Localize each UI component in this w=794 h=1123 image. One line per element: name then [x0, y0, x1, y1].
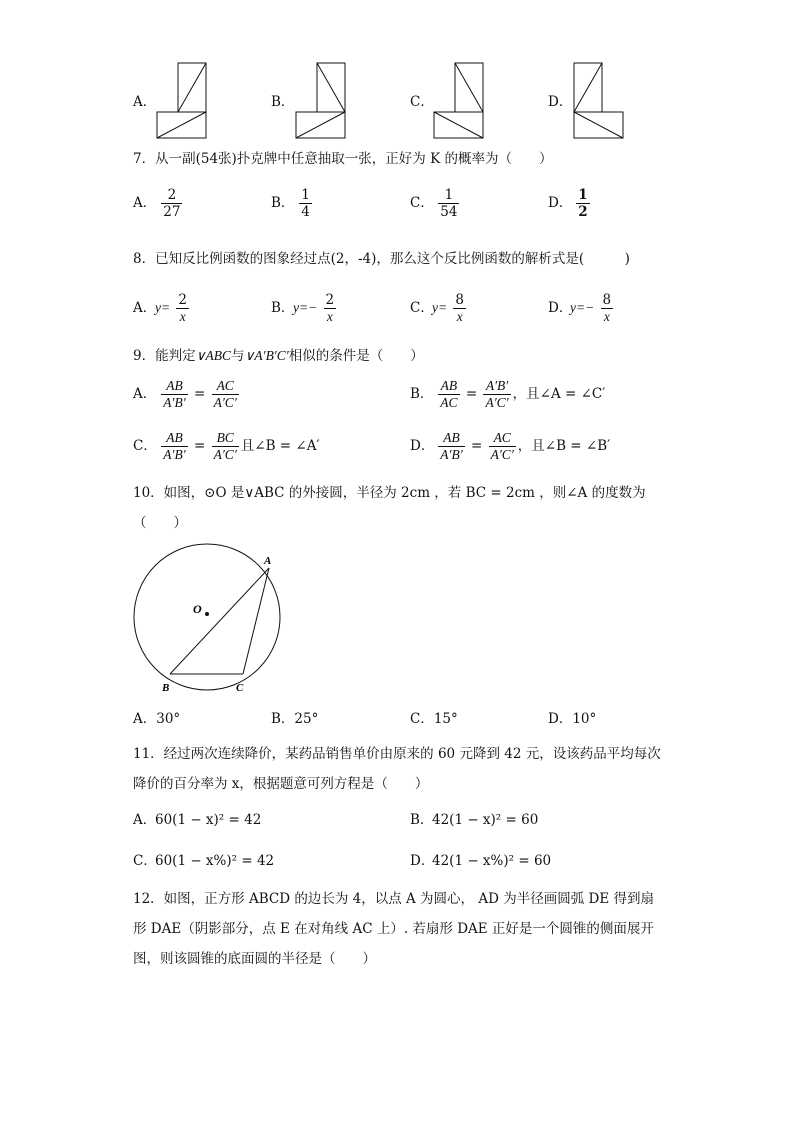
fraction: $\frac{1}{2}$ — [578, 187, 588, 220]
segment-ac — [243, 568, 269, 674]
fraction: $\frac{2}{x}$ — [178, 292, 187, 324]
fraction: $\frac{AC}{A'C'}$ — [213, 378, 237, 410]
q7-option-b[interactable] — [271, 187, 314, 220]
option-label: D． — [548, 711, 573, 727]
fraction: $\frac{2}{27}$ — [163, 187, 181, 220]
fraction: $\frac{2}{x}$ — [325, 292, 335, 324]
q11-option-d[interactable]: D．42(1 − x%)² = 60 — [410, 853, 552, 869]
segment-ab — [170, 568, 269, 674]
fraction: $\frac{AB}{A'B'}$ — [163, 430, 186, 462]
q6-figure-b — [290, 60, 350, 142]
q10-option-b[interactable]: B．25° — [271, 711, 319, 727]
option-label: B． — [271, 94, 295, 110]
q12-stem-line3: 图，则该圆锥的底面圆的半径是（ ） — [133, 951, 376, 967]
option-label: A． — [133, 812, 157, 828]
fraction: $\frac{AB}{A'B'}$ — [440, 430, 463, 462]
fraction: $\frac{8}{x}$ — [455, 292, 464, 324]
q12-stem-line2: 形 DAE（阴影部分，点 E 在对角线 AC 上）. 若扇形 DAE 正好是一个圆锥的侧面展开 — [133, 921, 654, 937]
option-label: D． — [410, 853, 435, 869]
q9-option-b[interactable]: B． $\frac{AB}{AC}$ = $\frac{A'B'}{A'C'}$ ，且∠A = ∠C′ — [410, 378, 606, 410]
q10-stem: 10．如图，⊙O 是∨ABC 的外接圆，半径为 2cm ，若 BC = 2cm ，则∠A 的度数为 — [133, 485, 646, 501]
option-label: B． — [410, 812, 434, 828]
q6-figure-d — [568, 60, 628, 142]
q11-stem-line2: 降价的百分率为 x，根据题意可列方程是（ ） — [133, 776, 429, 792]
fraction: $\frac{AB}{AC}$ — [440, 378, 458, 410]
option-label: C． — [133, 853, 157, 869]
option-label: B． — [271, 195, 295, 211]
fraction: $\frac{A'B'}{A'C'}$ — [485, 378, 509, 410]
q12-stem-line1: 12．如图，正方形 ABCD 的边长为 4，以点 A 为圆心， AD 为半径画圆弧 DE 得到扇 — [133, 891, 654, 907]
option-label: B． — [271, 711, 295, 727]
q7-option-d[interactable] — [548, 187, 592, 220]
option-label: A． — [133, 94, 157, 110]
q9-option-c[interactable]: C． $\frac{AB}{A'B'}$ = $\frac{BC}{A'C'}$ 且∠B = ∠A′ — [133, 430, 320, 462]
option-label: B． — [410, 386, 434, 402]
label-a: A — [264, 555, 272, 567]
q6-figure-a — [150, 60, 210, 142]
label-b: B — [162, 682, 170, 694]
fraction: $\frac{1}{4}$ — [301, 187, 310, 220]
q7-option-a[interactable] — [133, 187, 184, 220]
option-label: D． — [548, 300, 573, 316]
q7-stem: 7．从一副(54张)扑克牌中任意抽取一张，正好为 K 的概率为（ ） — [133, 151, 553, 167]
q10-option-a[interactable]: A．30° — [133, 711, 181, 727]
q11-stem-line1: 11．经过两次连续降价，某药品销售单价由原来的 60 元降到 42 元，设该药品平均每次 — [133, 746, 661, 762]
q11-option-a[interactable]: A．60(1 − x)² = 42 — [133, 812, 262, 828]
q11-option-b[interactable]: B．42(1 − x)² = 60 — [410, 812, 539, 828]
q8-option-a[interactable]: A．y= $\frac{2}{x}$ — [133, 292, 187, 324]
fraction: $\frac{8}{x}$ — [602, 292, 612, 324]
fraction: $\frac{AC}{A'C'}$ — [490, 430, 514, 462]
option-label: D． — [410, 438, 435, 454]
q8-option-b[interactable]: B．y=− $\frac{2}{x}$ — [271, 292, 335, 324]
option-label: C． — [133, 438, 157, 454]
option-label: B． — [271, 300, 295, 316]
option-label: A． — [133, 711, 157, 727]
fraction: $\frac{1}{54}$ — [440, 187, 458, 220]
q9-stem: 9．能判定∨ABC与∨A′B′C′相似的条件是（ ） — [133, 348, 424, 364]
q11-option-c[interactable]: C．60(1 − x%)² = 42 — [133, 853, 275, 869]
option-label: C． — [410, 195, 434, 211]
q9-option-a[interactable]: A． $\frac{AB}{A'B'}$ = $\frac{AC}{A'C'}$ — [133, 378, 237, 410]
label-c: C — [236, 682, 244, 694]
option-label: A． — [133, 386, 157, 402]
fraction: $\frac{AB}{A'B'}$ — [163, 378, 186, 410]
q9-option-d[interactable]: D． $\frac{AB}{A'B'}$ = $\frac{AC}{A'C'}$ ，且∠B = ∠B′ — [410, 430, 611, 462]
q8-option-c[interactable]: C．y= $\frac{8}{x}$ — [410, 292, 464, 324]
fraction: $\frac{BC}{A'C'}$ — [213, 430, 237, 462]
q6-figure-c — [428, 60, 488, 142]
center-point — [205, 612, 209, 616]
circle-o — [134, 544, 280, 690]
q10-option-d[interactable]: D．10° — [548, 711, 597, 727]
q8-stem: 8．已知反比例函数的图象经过点(2，-4)，那么这个反比例函数的解析式是( ) — [133, 251, 630, 267]
q10-paren: （ ） — [133, 515, 187, 531]
q7-option-c[interactable] — [410, 187, 461, 220]
option-label: D． — [548, 195, 573, 211]
option-label: A． — [133, 195, 157, 211]
option-label: C． — [410, 300, 434, 316]
option-label: C． — [410, 94, 434, 110]
option-label: D． — [548, 94, 573, 110]
q8-option-d[interactable]: D．y=− $\frac{8}{x}$ — [548, 292, 612, 324]
option-label: C． — [410, 711, 434, 727]
option-label: A． — [133, 300, 157, 316]
q10-figure-circle — [125, 545, 295, 700]
label-o: O — [193, 602, 202, 616]
q10-option-c[interactable]: C．15° — [410, 711, 458, 727]
